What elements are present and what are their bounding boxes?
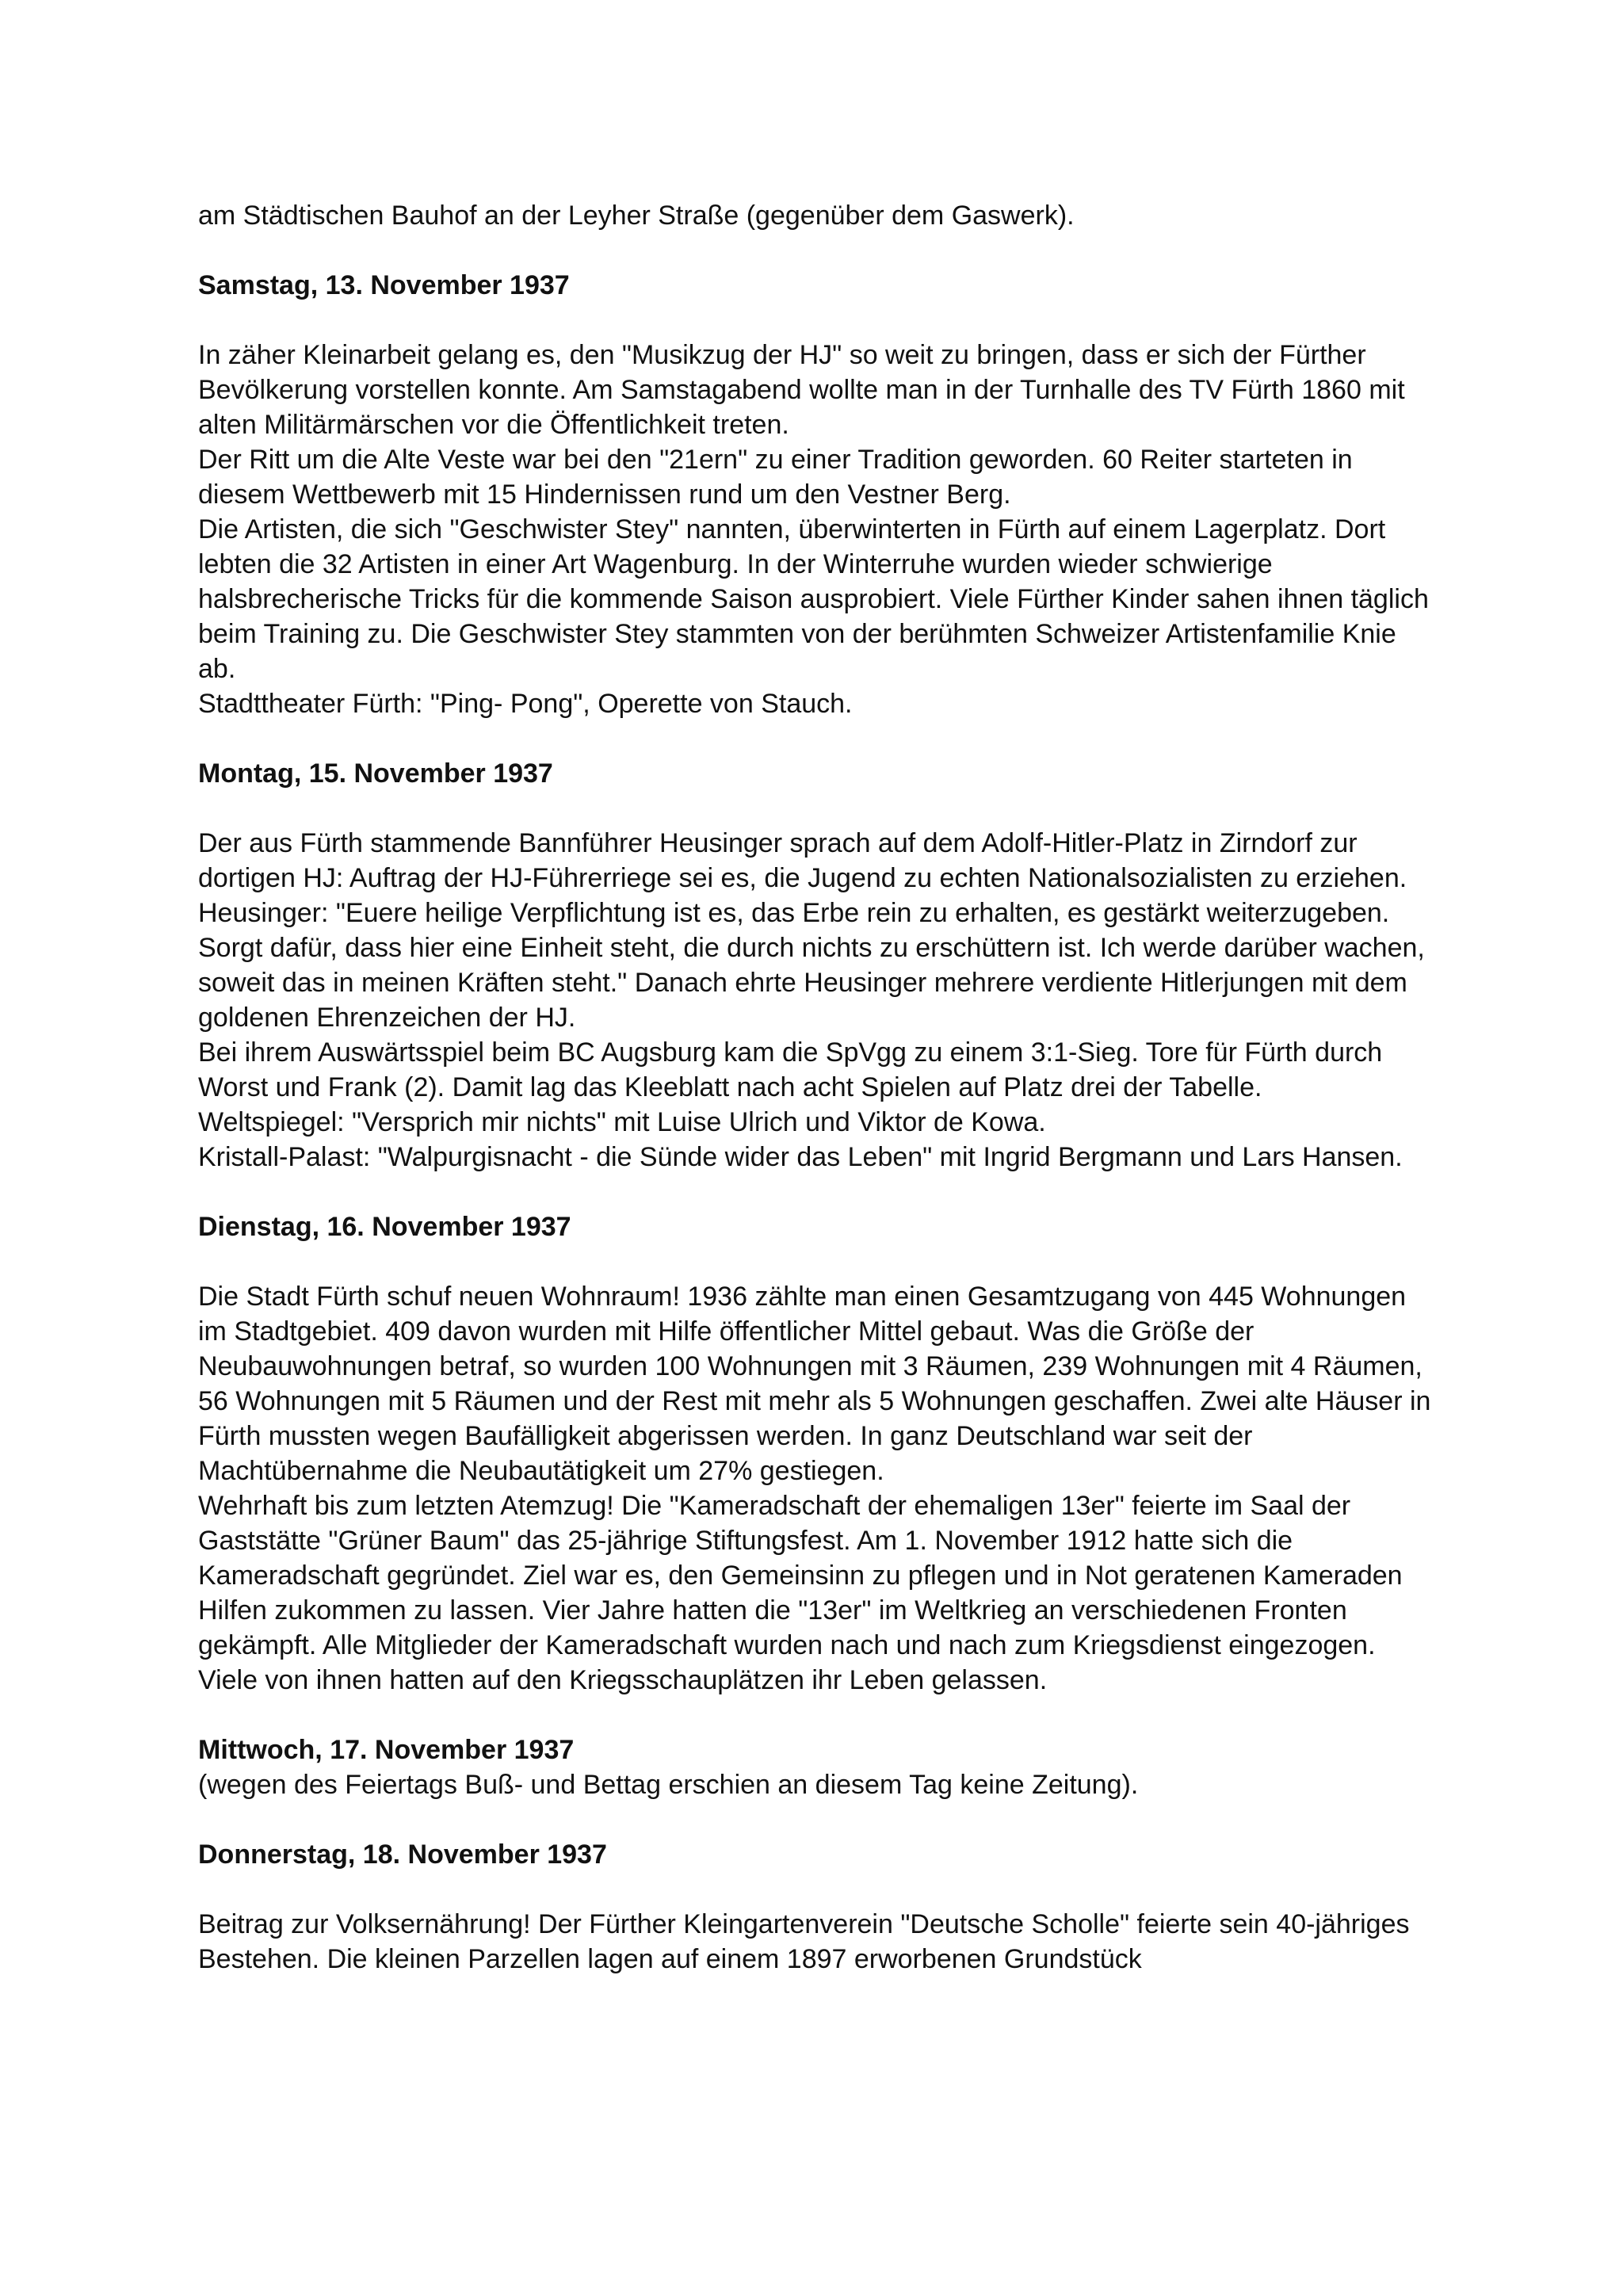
paragraph: Die Artisten, die sich "Geschwister Stey" nannten, überwinterten in Fürth auf einem Lagerplatz. Dort lebten die 32 Artisten in einer Art Wagenburg. In der Winterruhe wurden wieder schwierige halsbrecherische Tricks für die kommende Saison ausprobiert. Viele Fürther Kinder sahen ihnen täglich beim Training zu. Die Geschwister Stey stammten von der berühmten Schweizer Artistenfamilie Knie ab. [198, 514, 1429, 684]
paragraph: Weltspiegel: "Versprich mir nichts" mit Luise Ulrich und Viktor de Kowa. [198, 1107, 1046, 1137]
paragraph: Der aus Fürth stammende Bannführer Heusinger sprach auf dem Adolf-Hitler-Platz in Zirndorf zur dortigen HJ: Auftrag der HJ-Führerriege sei es, die Jugend zu echten Nationalsozialisten zu erziehen. Heusinger: "Euere heilige Verpflichtung ist es, das Erbe rein zu erhalten, es gestärkt weiterzugeben. Sorgt dafür, dass hier eine Einheit steht, die durch nichts zu erschüttern ist. Ich werde darüber wachen, soweit das in meinen Kräften steht." Danach ehrte Heusinger mehrere verdiente Hitlerjungen mit dem goldenen Ehrenzeichen der HJ. [198, 828, 1425, 1033]
paragraph: Bei ihrem Auswärtsspiel beim BC Augsburg kam die SpVgg zu einem 3:1-Sieg. Tore für Fürth durch Worst und Frank (2). Damit lag das Kleeblatt nach acht Spielen auf Platz drei der Tabelle. [198, 1037, 1383, 1102]
paragraph: Wehrhaft bis zum letzten Atemzug! Die "Kameradschaft der ehemaligen 13er" feierte im Saal der Gaststätte "Grüner Baum" das 25-jährige Stiftungsfest. Am 1. November 1912 hatte sich die Kameradschaft gegründet. Ziel war es, den Gemeinsinn zu pflegen und in Not geratenen Kameraden Hilfen zukommen zu lassen. Vier Jahre hatten die "13er" im Weltkrieg an verschiedenen Fronten gekämpft. Alle Mitglieder der Kameradschaft wurden nach und nach zum Kriegsdienst eingezogen. Viele von ihnen hatten auf den Kriegsschauplätzen ihr Leben gelassen. [198, 1491, 1403, 1695]
paragraph: Der Ritt um die Alte Veste war bei den "21ern" zu einer Tradition geworden. 60 Reiter starteten in diesem Wettbewerb mit 15 Hindernissen rund um den Vestner Berg. [198, 445, 1353, 510]
section-entries [198, 1279, 1438, 1698]
section-entries [198, 338, 1438, 721]
section-heading: Dienstag, 16. November 1937 [198, 1212, 571, 1242]
section-entries [198, 826, 1438, 1175]
section-dienstag-16-november [198, 1209, 1438, 1698]
section-heading: Montag, 15. November 1937 [198, 758, 553, 789]
section-heading: Mittwoch, 17. November 1937 [198, 1735, 575, 1765]
paragraph: In zäher Kleinarbeit gelang es, den "Musikzug der HJ" so weit zu bringen, dass er sich der Fürther Bevölkerung vorstellen konnte. Am Samstagabend wollte man in der Turnhalle des TV Fürth 1860 mit alten Militärmärschen vor die Öffentlichkeit treten. [198, 340, 1405, 440]
section-heading: Samstag, 13. November 1937 [198, 270, 570, 300]
paragraph: (wegen des Feiertags Buß- und Bettag erschien an diesem Tag keine Zeitung). [198, 1770, 1139, 1800]
paragraph: Die Stadt Fürth schuf neuen Wohnraum! 1936 zählte man einen Gesamtzugang von 445 Wohnungen im Stadtgebiet. 409 davon wurden mit Hilfe öffentlicher Mittel gebaut. Was die Größe der Neubauwohnungen betraf, so wurden 100 Wohnungen mit 3 Räumen, 239 Wohnungen mit 4 Räumen, 56 Wohnungen mit 5 Räumen und der Rest mit mehr als 5 Wohnungen geschaffen. Zwei alte Häuser in Fürth mussten wegen Baufälligkeit abgerissen werden. In ganz Deutschland war seit der Machtübernahme die Neubautätigkeit um 27% gestiegen. [198, 1282, 1431, 1486]
paragraph: Stadttheater Fürth: "Ping- Pong", Operette von Stauch. [198, 689, 853, 719]
section-montag-15-november [198, 756, 1438, 1175]
section-donnerstag-18-november [198, 1837, 1438, 1977]
section-entries [198, 1907, 1438, 1977]
paragraph-fragment: am Städtischen Bauhof an der Leyher Straße (gegenüber dem Gaswerk). [198, 201, 1075, 231]
section-heading: Donnerstag, 18. November 1937 [198, 1839, 607, 1870]
paragraph: Kristall-Palast: "Walpurgisnacht - die Sünde wider das Leben" mit Ingrid Bergmann und Lars Hansen. [198, 1142, 1403, 1172]
paragraph: Beitrag zur Volksernährung! Der Fürther Kleingartenverein "Deutsche Scholle" feierte sein 40-jähriges Bestehen. Die kleinen Parzellen lagen auf einem 1897 erworbenen Grundstück [198, 1909, 1410, 1974]
section-mittwoch-17-november [198, 1733, 1438, 1802]
section-samstag-13-november [198, 268, 1438, 721]
section-entries [198, 1767, 1438, 1802]
